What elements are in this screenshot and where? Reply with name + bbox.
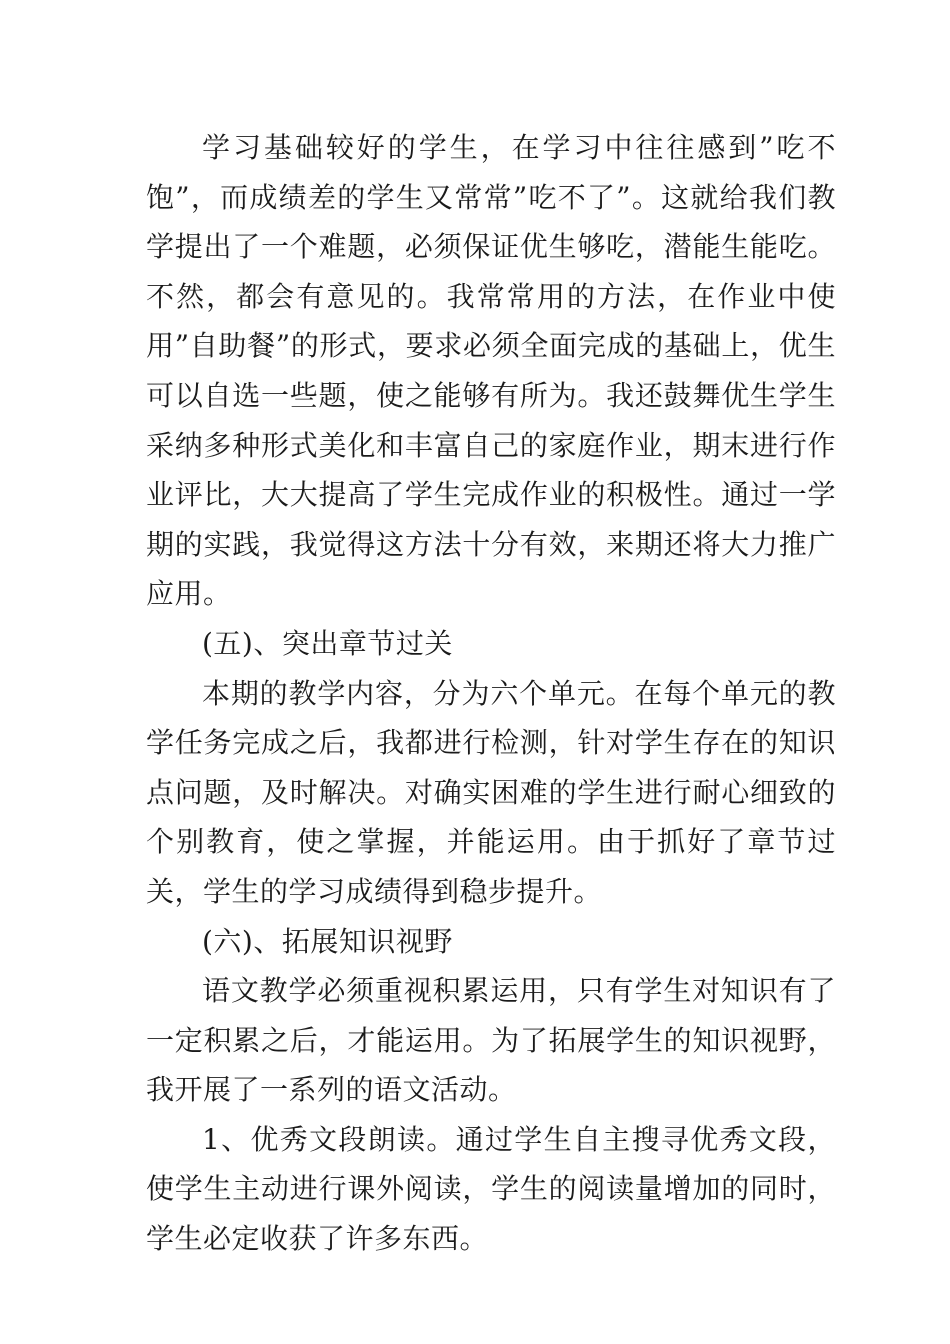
paragraph-chapter-checkpoint: 本期的教学内容，分为六个单元。在每个单元的教学任务完成之后，我都进行检测，针对学生存在的知识点问题，及时解决。对确实困难的学生进行耐心细致的个别教育，使之掌握，并能运用。由于抓好了章节过关，学生的学习成绩得到稳步提升。 bbox=[146, 676, 836, 908]
document-body bbox=[146, 123, 836, 1264]
section-heading-expand-knowledge: (六)、拓展知识视野 bbox=[202, 924, 453, 958]
paragraph-expand-knowledge: 语文教学必须重视积累运用，只有学生对知识有了一定积累之后，才能运用。为了拓展学生的知识视野，我开展了一系列的语文活动。 bbox=[146, 974, 836, 1107]
section-heading-chapter-checkpoint: (五)、突出章节过关 bbox=[202, 626, 453, 660]
paragraph-homework-buffet: 学习基础较好的学生，在学习中往往感到”吃不饱”，而成绩差的学生又常常”吃不了”。这就给我们教学提出了一个难题，必须保证优生够吃，潜能生能吃。不然，都会有意见的。我常常用的方法，在作业中使用”自助餐”的形式，要求必须全面完成的基础上，优生可以自选一些题，使之能够有所为。我还鼓舞优生学生采纳多种形式美化和丰富自己的家庭作业，期末进行作业评比，大大提高了学生完成作业的积极性。通过一学期的实践，我觉得这方法十分有效，来期还将大力推广应用。 bbox=[146, 131, 836, 611]
paragraph-excellent-reading: 1、优秀文段朗读。通过学生自主搜寻优秀文段，使学生主动进行课外阅读，学生的阅读量增加的同时，学生必定收获了许多东西。 bbox=[146, 1122, 836, 1256]
